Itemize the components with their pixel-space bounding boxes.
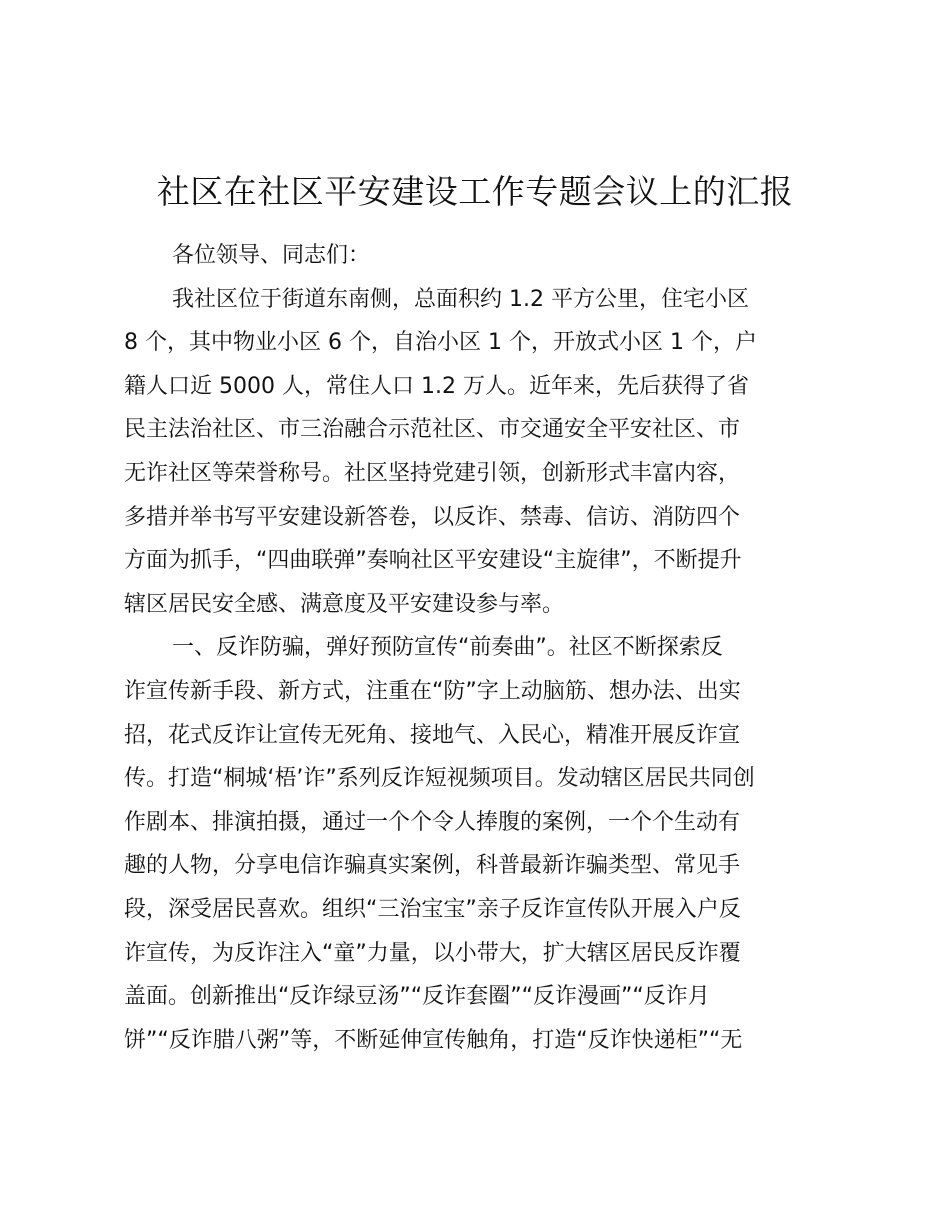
section-heading-line: 一、反诈防骗，弹好预防宣传“前奏曲”。社区不断探索反 xyxy=(172,635,723,661)
document-body xyxy=(124,234,824,1062)
salutation-line: 各位领导、同志们： xyxy=(172,243,371,268)
paragraph-line: 辖区居民安全感、满意度及平安建设参与率。 xyxy=(124,591,565,617)
paragraph-line: 我社区位于街道东南侧，总面积约 1.2 平方公里，住宅小区 xyxy=(172,286,749,312)
paragraph-line: 诈宣传，为反诈注入“童”力量，以小带大，扩大辖区居民反诈覆 xyxy=(124,940,741,966)
paragraph-line: 招，花式反诈让宣传无死角、接地气、入民心，精准开展反诈宣 xyxy=(124,722,741,748)
paragraph-line: 饼”“反诈腊八粥”等，不断延伸宣传触角，打造“反诈快递柜”“无 xyxy=(124,1027,743,1053)
paragraph-line: 趣的人物，分享电信诈骗真实案例，科普最新诈骗类型、常见手 xyxy=(124,853,741,879)
paragraph-line: 8 个，其中物业小区 6 个，自治小区 1 个，开放式小区 1 个，户 xyxy=(124,330,757,356)
paragraph-line: 段，深受居民喜欢。组织“三治宝宝”亲子反诈宣传队开展入户反 xyxy=(124,896,741,922)
paragraph-line: 诈宣传新手段、新方式，注重在“防”字上动脑筋、想办法、出实 xyxy=(124,678,741,704)
document-title: 社区在社区平安建设工作专题会议上的汇报 xyxy=(156,172,794,211)
paragraph-line: 多措并举书写平安建设新答卷，以反诈、禁毒、信访、消防四个 xyxy=(124,504,741,530)
paragraph-line: 籍人口近 5000 人，常住人口 1.2 万人。近年来，先后获得了省 xyxy=(124,373,749,399)
paragraph-line: 民主法治社区、市三治融合示范社区、市交通安全平安社区、市 xyxy=(124,417,741,443)
paragraph-line: 传。打造“桐城‘梧’诈”系列反诈短视频项目。发动辖区居民共同创 xyxy=(124,766,755,792)
paragraph-line: 盖面。创新推出“反诈绿豆汤”“反诈套圈”“反诈漫画”“反诈月 xyxy=(124,984,710,1010)
paragraph-line: 无诈社区等荣誉称号。社区坚持党建引领，创新形式丰富内容， xyxy=(124,460,741,486)
paragraph-line: 方面为抓手，“四曲联弹”奏响社区平安建设“主旋律”，不断提升 xyxy=(124,548,742,574)
paragraph-line: 作剧本、排演拍摄，通过一个个令人捧腹的案例，一个个生动有 xyxy=(124,809,741,835)
